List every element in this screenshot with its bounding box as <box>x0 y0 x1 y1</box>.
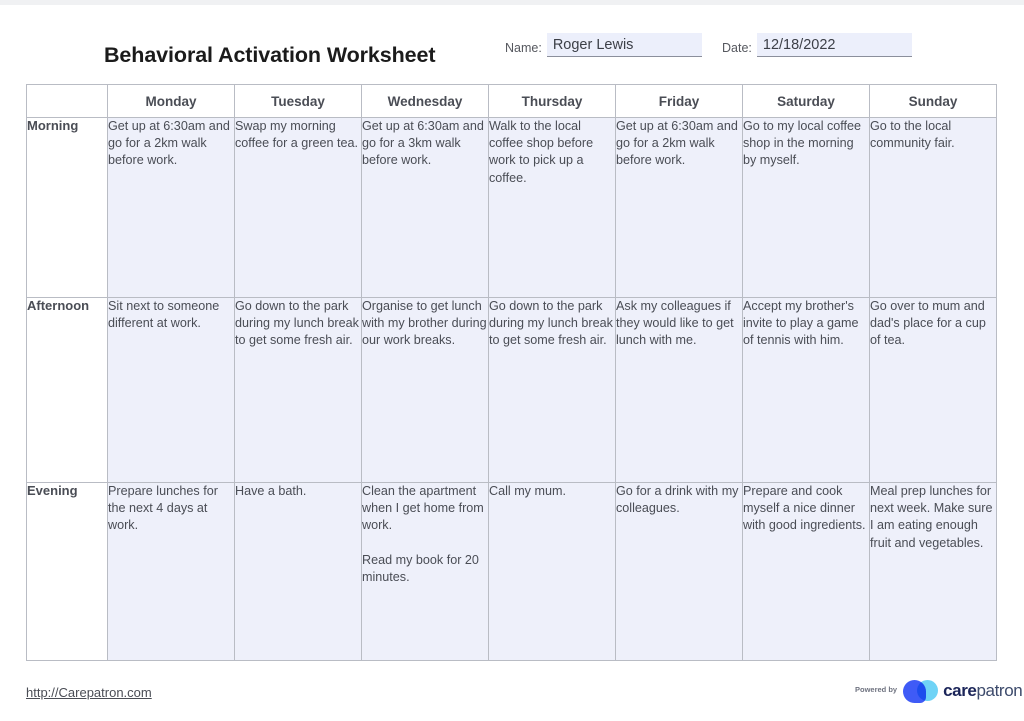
powered-by-block <box>855 678 1022 704</box>
cell-text: Prepare and cook myself a nice dinner with good ingredients. <box>743 484 866 533</box>
page-title: Behavioral Activation Worksheet <box>104 43 436 67</box>
date-field-group <box>722 33 912 57</box>
cell-evening-thursday[interactable] <box>489 483 616 661</box>
row-header-evening: Evening <box>27 483 108 661</box>
table-row-morning <box>27 118 997 298</box>
name-label: Name: <box>505 41 542 55</box>
column-header-monday: Monday <box>108 85 235 118</box>
cell-afternoon-wednesday[interactable] <box>362 298 489 483</box>
brand-word-patron: patron <box>976 681 1023 700</box>
column-header-wednesday: Wednesday <box>362 85 489 118</box>
table-header-row <box>27 85 997 118</box>
cell-text: Go over to mum and dad's place for a cup of tea. <box>870 299 986 348</box>
carepatron-logo-icon <box>903 678 939 704</box>
date-input[interactable] <box>757 33 912 57</box>
cell-text: Have a bath. <box>235 484 307 498</box>
cell-text: Walk to the local coffee shop before work to pick up a coffee. <box>489 119 594 185</box>
cell-morning-wednesday[interactable] <box>362 118 489 298</box>
cell-afternoon-saturday[interactable] <box>743 298 870 483</box>
brand-word-care: care <box>943 681 977 700</box>
cell-text: Get up at 6:30am and go for a 2km walk before work. <box>616 119 738 168</box>
cell-text: Read my book for 20 minutes. <box>362 552 479 584</box>
table-corner-header <box>27 85 108 118</box>
cell-text: Prepare lunches for the next 4 days at work. <box>108 484 218 533</box>
cell-afternoon-monday[interactable] <box>108 298 235 483</box>
cell-morning-thursday[interactable] <box>489 118 616 298</box>
carepatron-wordmark <box>943 681 1022 701</box>
worksheet-page <box>0 5 1024 721</box>
cell-text: Get up at 6:30am and go for a 2km walk before work. <box>108 119 230 168</box>
cell-evening-wednesday[interactable] <box>362 483 489 661</box>
column-header-thursday: Thursday <box>489 85 616 118</box>
cell-morning-monday[interactable] <box>108 118 235 298</box>
column-header-sunday: Sunday <box>870 85 997 118</box>
cell-evening-friday[interactable] <box>616 483 743 661</box>
worksheet-header <box>0 23 1024 71</box>
cell-text: Organise to get lunch with my brother during our work breaks. <box>362 299 487 348</box>
cell-morning-sunday[interactable] <box>870 118 997 298</box>
name-input[interactable] <box>547 33 702 57</box>
cell-text: Go down to the park during my lunch break to get some fresh air. <box>235 299 359 348</box>
cell-morning-friday[interactable] <box>616 118 743 298</box>
cell-afternoon-tuesday[interactable] <box>235 298 362 483</box>
cell-afternoon-sunday[interactable] <box>870 298 997 483</box>
cell-afternoon-friday[interactable] <box>616 298 743 483</box>
row-header-morning: Morning <box>27 118 108 298</box>
cell-morning-tuesday[interactable] <box>235 118 362 298</box>
cell-afternoon-thursday[interactable] <box>489 298 616 483</box>
cell-text: Accept my brother's invite to play a game of tennis with him. <box>743 299 859 348</box>
column-header-tuesday: Tuesday <box>235 85 362 118</box>
date-label: Date: <box>722 41 752 55</box>
cell-evening-tuesday[interactable] <box>235 483 362 661</box>
activation-schedule-table <box>26 84 997 661</box>
table-row-afternoon <box>27 298 997 483</box>
cell-text: Ask my colleagues if they would like to get lunch with me. <box>616 299 734 348</box>
cell-morning-saturday[interactable] <box>743 118 870 298</box>
cell-text: Get up at 6:30am and go for a 3km walk before work. <box>362 119 484 168</box>
carepatron-logo <box>903 678 1022 704</box>
name-field-group <box>505 33 702 57</box>
cell-text: Call my mum. <box>489 484 566 498</box>
row-header-afternoon: Afternoon <box>27 298 108 483</box>
carepatron-url-link[interactable]: http://Carepatron.com <box>26 685 152 700</box>
column-header-friday: Friday <box>616 85 743 118</box>
cell-text: Sit next to someone different at work. <box>108 299 220 331</box>
table-row-evening <box>27 483 997 661</box>
cell-evening-sunday[interactable] <box>870 483 997 661</box>
cell-text: Go to my local coffee shop in the morning by myself. <box>743 119 862 168</box>
cell-text: Go to the local community fair. <box>870 119 955 151</box>
cell-text: Meal prep lunches for next week. Make sure I am eating enough fruit and vegetables. <box>870 484 993 550</box>
cell-text: Swap my morning coffee for a green tea. <box>235 119 358 151</box>
cell-text: Go for a drink with my colleagues. <box>616 484 739 516</box>
column-header-saturday: Saturday <box>743 85 870 118</box>
cell-text: Go down to the park during my lunch break to get some fresh air. <box>489 299 613 348</box>
cell-evening-monday[interactable] <box>108 483 235 661</box>
cell-evening-saturday[interactable] <box>743 483 870 661</box>
cell-text: Clean the apartment when I get home from work. <box>362 484 484 533</box>
powered-by-label: Powered by <box>855 685 898 694</box>
